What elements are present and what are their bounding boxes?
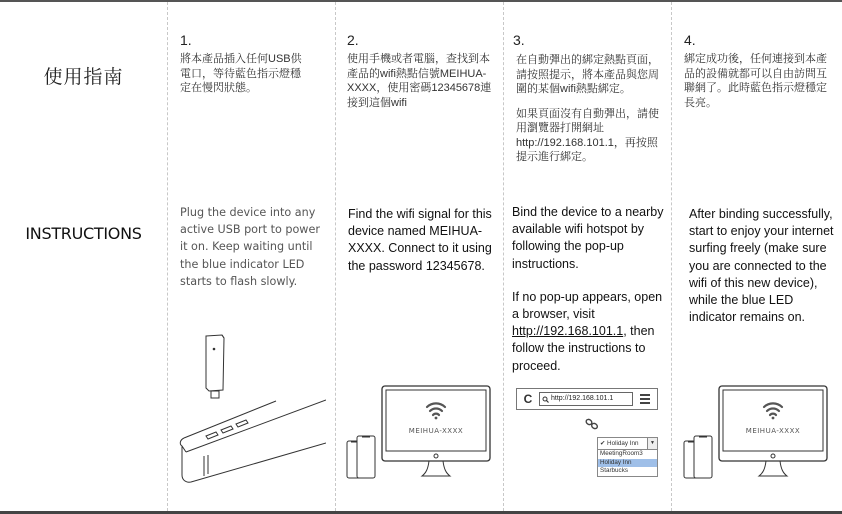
phones-monitor-illustration <box>344 383 504 483</box>
step-4-text-zh <box>684 52 830 110</box>
column-divider <box>167 2 168 511</box>
wifi-select <box>597 437 658 450</box>
browser-bar-illustration <box>516 388 658 410</box>
wifi-option-highlighted: Holiday Inn <box>598 459 657 468</box>
selected-wifi <box>598 440 647 447</box>
step-2-text-zh <box>347 52 495 110</box>
step-1-zh-paragraph: 將本產品插入任何USB供電口，等待藍色指示燈穩定在慢閃狀態。 <box>180 53 302 94</box>
step-2-text-en <box>348 206 500 275</box>
step-3-zh-paragraph-1: 在自動彈出的綁定熱點頁面，請按照提示，將本產品與您周圍的某個wifi熱點綁定。 <box>516 54 659 95</box>
link-chain-icon <box>585 418 599 430</box>
hamburger-menu-icon <box>633 394 657 404</box>
step-2-zh-paragraph: 使用手機或者電腦，查找到本產品的wifi熱點信號MEIHUA-XXXX，使用密碼12345678連接到這個wifi <box>347 53 492 109</box>
step-3-en-paragraph-1: Bind the device to a nearby available wifi hotspot by following the pop-up instructions. <box>512 205 664 271</box>
step-4-en-paragraph: After binding successfully, start to enjoy your internet surfing freely (make sure you are connected to the wifi of this new device), while the blue LED indicator remains on. <box>689 207 834 325</box>
selected-wifi-label: Holiday Inn <box>607 440 639 447</box>
step-3-text-zh <box>516 53 666 165</box>
top-rule <box>0 0 842 2</box>
title-english: INSTRUCTIONS <box>25 224 142 243</box>
column-divider <box>671 2 672 511</box>
column-divider <box>335 2 336 511</box>
step-3-number: 3. <box>513 32 525 48</box>
step-3-zh-paragraph-2: 如果頁面沒有自動彈出，請使用瀏覽器打開網址http://192.168.101.1，再按照提示進行綁定。 <box>516 107 659 163</box>
step-2-en-paragraph: Find the wifi signal for this device named MEIHUA-XXXX. Connect to it using the password 12345678. <box>348 207 492 273</box>
step-3-en-paragraph-2 <box>512 289 666 375</box>
step-4-text-en <box>689 206 841 326</box>
check-icon: ✔ <box>600 440 606 447</box>
step-1-text-en <box>180 204 328 290</box>
step-3-text-en <box>512 204 666 375</box>
title-chinese: 使用指南 <box>43 67 124 88</box>
monitor-ssid-label: MEIHUA-XXXX <box>408 427 464 435</box>
step-4-zh-paragraph: 綁定成功後，任何連接到本產品的設備就都可以自由訪問互聯網了。此時藍色指示燈穩定長亮。 <box>684 53 827 109</box>
reload-icon: C <box>523 392 533 406</box>
step-3-en-text: , then follow the instructions to proceed. <box>512 324 655 373</box>
dropdown-arrow-icon: ▼ <box>647 438 657 449</box>
wifi-option: Starbucks <box>600 467 628 474</box>
wifi-option: MeetingRoom3 <box>600 450 643 457</box>
usb-power-strip-illustration <box>176 328 326 488</box>
step-1-en-paragraph: Plug the device into any active USB port to power it on. Keep waiting until the blue indicator LED starts to flash slowly. <box>180 206 320 288</box>
step-3-en-text: If no pop-up appears, open a browser, visit <box>512 289 663 322</box>
phones-monitor-illustration <box>679 383 839 483</box>
wifi-dropdown-illustration <box>597 437 658 477</box>
step-4-number: 4. <box>684 32 696 48</box>
search-icon <box>542 396 549 403</box>
wifi-option-list <box>597 450 658 477</box>
step-1-text-zh <box>180 52 308 96</box>
address-bar <box>539 392 633 406</box>
monitor-ssid-label: MEIHUA-XXXX <box>745 427 801 435</box>
step-2-number: 2. <box>347 32 359 48</box>
setup-url-link[interactable]: http://192.168.101.1 <box>512 324 624 339</box>
step-1-number: 1. <box>180 32 192 48</box>
address-url: http://192.168.101.1 <box>551 395 614 402</box>
